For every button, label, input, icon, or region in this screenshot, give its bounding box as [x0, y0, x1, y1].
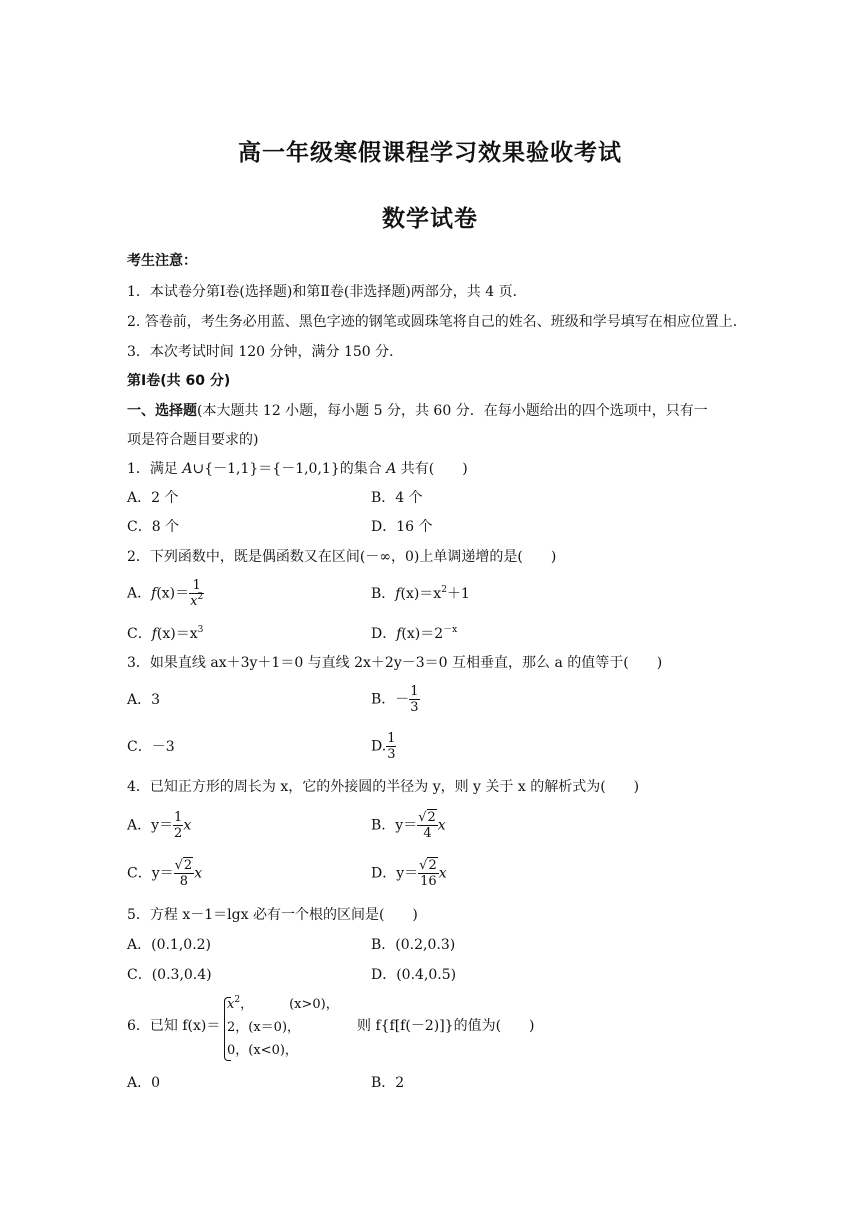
- q1-option-c: C．8 个: [127, 519, 180, 535]
- q2-option-c: C．$f(x)=x^3$: [127, 625, 204, 642]
- piece-case-3: 0，(x<0)，: [227, 1043, 298, 1058]
- q3-option-d: D. $\frac{1}{3}$: [371, 731, 396, 762]
- question-5-stem: 5．方程 x－1＝lgx 必有一个根的区间是( ): [127, 907, 418, 923]
- question-4-stem: 4．已知正方形的周长为 x，它的外接圆的半径为 y，则 y 关于 x 的解析式为( ): [127, 779, 640, 795]
- notice-heading: 考生注意：: [127, 253, 197, 269]
- fraction: $\frac{√2}{4}$: [418, 810, 436, 841]
- notice-item-2: 2. 答卷前，考生务必用蓝、黑色字迹的钢笔或圆珠笔将自己的姓名、班级和学号填写在相应位置上．: [127, 314, 747, 330]
- fraction: $\frac{1}{2}$: [174, 810, 183, 841]
- fraction: $\frac{√2}{16}$: [419, 858, 437, 889]
- question-3-stem: 3．如果直线 ax＋3y＋1＝0 与直线 2x＋2y－3＝0 互相垂直，那么 a 的值等于( ): [127, 655, 663, 671]
- question-1-stem: 1．满足 A∪{－1,1}＝{－1,0,1}的集合 A 共有( ): [127, 461, 468, 477]
- q2-option-d: D．$f(x)=2^{-x}$: [371, 625, 458, 642]
- question-2-stem: 2．下列函数中，既是偶函数又在区间(－∞，0)上单调递增的是( ): [127, 549, 557, 565]
- q4-option-c: C．y＝ $\frac{√2}{8}$ x: [127, 858, 203, 889]
- q5-option-c: C．(0.3,0.4): [127, 967, 212, 983]
- q1-option-d: D．16 个: [371, 519, 433, 535]
- q3-option-a: A．3: [127, 692, 161, 708]
- q1-option-a: A．2 个: [127, 490, 179, 506]
- q4-option-b: B．y＝ $\frac{√2}{4}$ x: [371, 810, 446, 841]
- q2-option-b: B．$f(x)=x^2+1$: [371, 585, 470, 602]
- q4-option-a: A．y＝ $\frac{1}{2}$ x: [127, 810, 192, 841]
- exam-subtitle: 数学试卷: [382, 206, 478, 232]
- section-instructions: [127, 402, 708, 420]
- fraction: $\frac{1}{3}$: [387, 731, 396, 762]
- q6-option-a: A．0: [127, 1075, 161, 1091]
- part1-heading: 第Ⅰ卷(共 60 分): [127, 373, 231, 389]
- q3-option-c: C．－3: [127, 739, 175, 755]
- notice-item-3: 3．本次考试时间 120 分钟，满分 150 分．: [127, 344, 404, 360]
- q5-option-d: D．(0.4,0.5): [371, 967, 457, 983]
- piece-case-1: $x^2$， (x>0)，: [227, 995, 339, 1012]
- q3-option-b: B．－ $\frac{1}{3}$: [371, 684, 419, 715]
- piece-case-2: 2，(x＝0)，: [227, 1020, 301, 1035]
- fraction: $\frac{1}{x^2}$: [190, 578, 204, 609]
- q4-option-d: D．y＝ $\frac{√2}{16}$ x: [371, 858, 447, 889]
- q1-option-b: B．4 个: [371, 490, 423, 506]
- q6-option-b: B．2: [371, 1075, 405, 1091]
- q5-option-a: A．(0.1,0.2): [127, 937, 212, 953]
- fraction: $\frac{1}{3}$: [410, 684, 419, 715]
- section-desc: (本大题共 12 小题，每小题 5 分，共 60 分．在每小题给出的四个选项中，只有一: [197, 403, 708, 419]
- question-6-stem-post: 则 f{f[f(－2)]}的值为( ): [357, 1018, 535, 1034]
- exam-title: 高一年级寒假课程学习效果验收考试: [238, 140, 622, 166]
- section-label: 一、选择题: [127, 403, 197, 419]
- fraction: $\frac{√2}{8}$: [174, 858, 193, 889]
- section-instructions-2: 项是符合题目要求的): [127, 432, 259, 448]
- notice-item-1: 1．本试卷分第Ⅰ卷(选择题)和第Ⅱ卷(非选择题)两部分，共 4 页．: [127, 284, 527, 300]
- q5-option-b: B．(0.2,0.3): [371, 937, 456, 953]
- q2-option-a: A．f(x)＝ $\frac{1}{x^2}$: [127, 578, 204, 609]
- question-6-stem-pre: 6．已知 f(x)＝: [127, 1018, 221, 1034]
